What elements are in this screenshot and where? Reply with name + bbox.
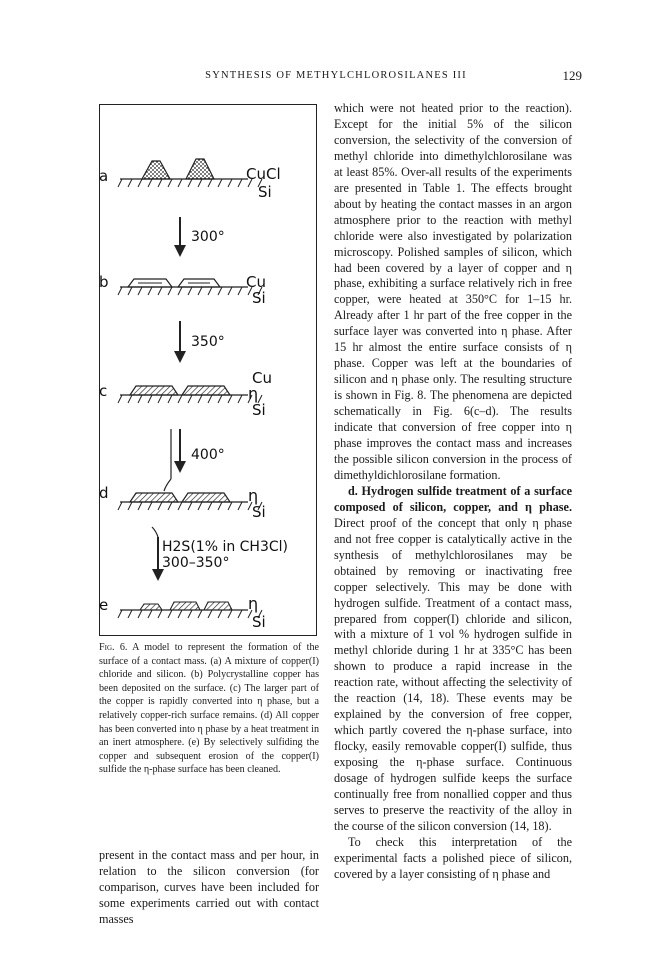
stage-letter-d: d [99, 484, 109, 502]
stage-letter-b: b [99, 273, 109, 291]
temp-400: 400° [191, 447, 225, 463]
paragraph-1: which were not heated prior to the reaction). Except for the initial 5% of the silicon conversion, the selectivity of the conversion of methyl chloride into dimethylchlorosilane was at least 85%. Over-all results of the experiments are presented in Table 1. The effects brought about by heating the contact masses in an argon atmosphere prior to the reaction with methyl chloride were also investigated by polarization microscopy. Polished samples of silicon, which had been covered by a layer of copper and η phase, exhibiting a surface relatively rich in free copper, were heated at 350°C for 1–15 hr. Already after 1 hr part of the free copper in the surface layer was converted into η phase. After 15 hr almost the entire surface consists of η phase. Copper was left at the boundaries of silicon and η phase only. The resulting structure is shown in Fig. 8. The phenomena are depicted schematically in Fig. 6(c–d). The results indicate that conversion of free copper into η phase improves the contact mass and increases the possible silicon conversion in the process of dimethyldichlorosilane formation. [334, 101, 572, 482]
label-si-c: Si [252, 401, 266, 419]
page-header [0, 70, 672, 90]
h2s-arrow [152, 527, 288, 581]
stage-letter-a: a [99, 167, 109, 185]
h2s-temp: 300–350° [162, 555, 230, 571]
stage-letter-c: c [99, 382, 108, 400]
paragraph-2 [334, 484, 572, 835]
temp-300: 300° [191, 229, 225, 245]
stage-b [99, 273, 266, 307]
stage-c [99, 369, 272, 419]
figure-caption [99, 641, 319, 777]
section-heading: d. Hydrogen sulfide treatment of a surface composed of silicon, copper, and η phase. [334, 483, 572, 514]
figure-6 [99, 104, 317, 636]
arrow-400 [164, 429, 225, 491]
h2s-label: H2S(1% in CH3Cl) [162, 539, 288, 555]
label-si-d: Si [252, 503, 266, 521]
label-si-a: Si [258, 183, 272, 201]
paragraph-2-body: Direct proof of the concept that only η phase and not free copper is catalytically active in the synthesis of methylchlorosilanes may be obtained by removing or inactivating free copper selectively. This may be done with hydrogen sulfide. Treatment of a contact mass, prepared from copper(I) chloride and silicon, with a mixture of 1 vol % hydrogen sulfide in methyl chloride during 1 hr at 335°C has been shown to produce a rapid increase in the reaction rate, without affecting the selectivity of the reaction (14, 18). These events may be explained by the conversion of free copper, which partly covered the η-phase surface, into flocky, easily removable copper(I) sulfide, thus exposing the η-phase surface. Continuous dosage of hydrogen sulfide keeps the surface continually free from nonallied copper and thus serves to preserve the reactivity of the alloy in the course of the silicon conversion (14, 18). [334, 515, 572, 833]
arrow-350 [174, 321, 225, 363]
right-column [334, 101, 572, 883]
label-si-b: Si [252, 289, 266, 307]
stage-letter-e: e [99, 596, 109, 614]
stage-e [99, 594, 266, 631]
caption-text: A model to represent the formation of the surface of a contact mass. (a) A mixture of copper(I) chloride and silicon. (b) Polycrystalline copper has been deposited on the surface. (c) The larger part of the copper is rapidly converted into η phase, but a relatively copper-rich surface remains. (d) All copper has been converted into η phase by a heat treatment in an inert atmosphere. (e) By selectively sulfiding the copper and subsequent erosion of the copper(I) sulfide the η-phase surface has been cleaned. [99, 642, 320, 776]
label-cucl: CuCl [246, 165, 281, 183]
stage-d [99, 484, 266, 521]
temp-350: 350° [191, 334, 225, 350]
label-cu-b: Cu [246, 273, 266, 291]
page-number: 129 [562, 68, 582, 83]
arrow-300 [174, 217, 225, 257]
label-si-e: Si [252, 613, 266, 631]
left-column-text: present in the contact mass and per hour, in relation to the silicon conversion (for comparison, curves have been included for some experiments carried out with contact masses [99, 848, 319, 927]
paragraph-3: To check this interpretation of the experimental facts a polished piece of silicon, covered by a layer consisting of η phase and [334, 834, 572, 881]
caption-label: Fig. 6. [99, 642, 128, 653]
label-eta-d: η [248, 486, 259, 505]
figure-diagram [100, 105, 318, 637]
label-eta-c: η [248, 384, 259, 403]
label-cu-c: Cu [252, 369, 272, 387]
running-title: SYNTHESIS OF METHYLCHLOROSILANES III [205, 70, 467, 81]
label-eta-e: η [248, 594, 259, 613]
stage-a [99, 159, 281, 201]
